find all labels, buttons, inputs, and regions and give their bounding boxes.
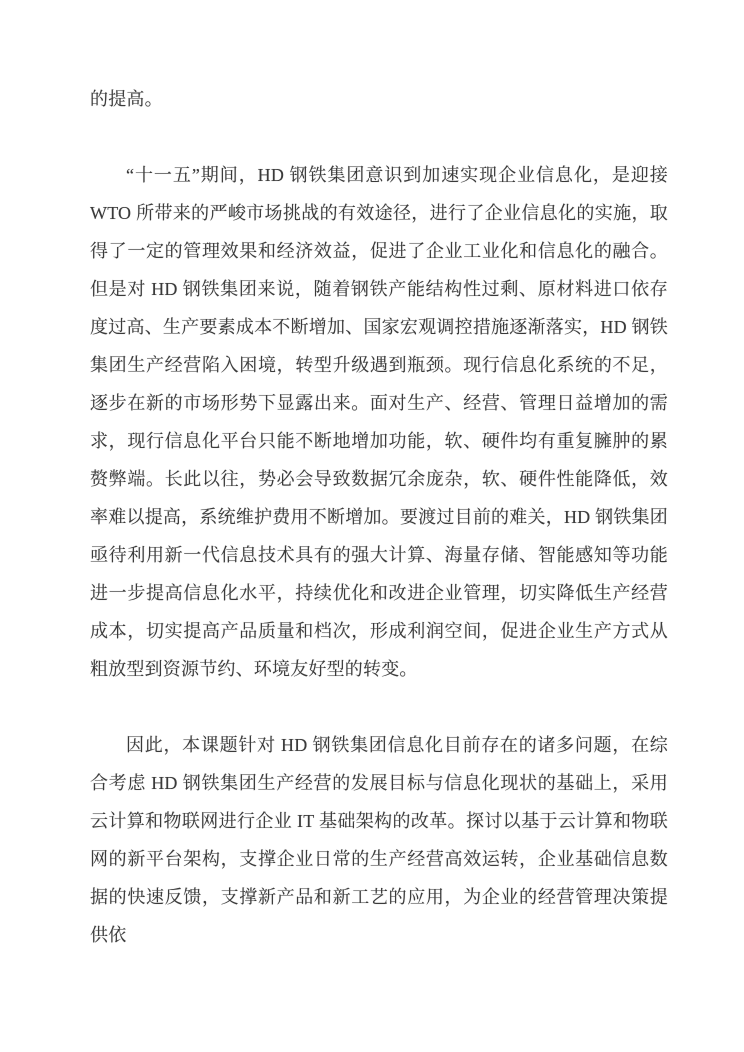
paragraph-informatization-history: “十一五”期间，HD 钢铁集团意识到加速实现企业信息化，是迎接 WTO 所带来的严峻市场挑战的有效途径，进行了企业信息化的实施，取得了一定的管理效果和经济效益，促进了企业工业化和信息化的融合。但是对 HD 钢铁集团来说，随着钢铁产能结构性过剩、原材料进口依存度过高、生产要素成本不断增加、国家宏观调控措施逐渐落实，HD 钢铁集团生产经营陷入困境，转型升级遇到瓶颈。现行信息化系统的不足，逐步在新的市场形势下显露出来。面对生产、经营、管理日益增加的需求，现行信息化平台只能不断地增加功能，软、硬件均有重复臃肿的累赘弊端。长此以往，势必会导致数据冗余庞杂，软、硬件性能降低，效率难以提高，系统维护费用不断增加。要渡过目前的难关，HD 钢铁集团亟待利用新一代信息技术具有的强大计算、海量存储、智能感知等功能进一步提高信息化水平，持续优化和改进企业管理，切实降低生产经营成本，切实提高产品质量和档次，形成利润空间，促进企业生产方式从粗放型到资源节约、环境友好型的转变。 [90,165,668,679]
paragraph-continuation: 的提高。 [90,89,163,109]
paragraph-research-topic: 因此，本课题针对 HD 钢铁集团信息化目前存在的诸多问题，在综合考虑 HD 钢铁集团生产经营的发展目标与信息化现状的基础上，采用云计算和物联网进行企业 IT 基础架构的改革。探讨以基于云计算和物联网的新平台架构，支撑企业日常的生产经营高效运转，企业基础信息数据的快速反馈，支撑新产品和新工艺的应用，为企业的经营管理决策提供依 [90,735,668,945]
